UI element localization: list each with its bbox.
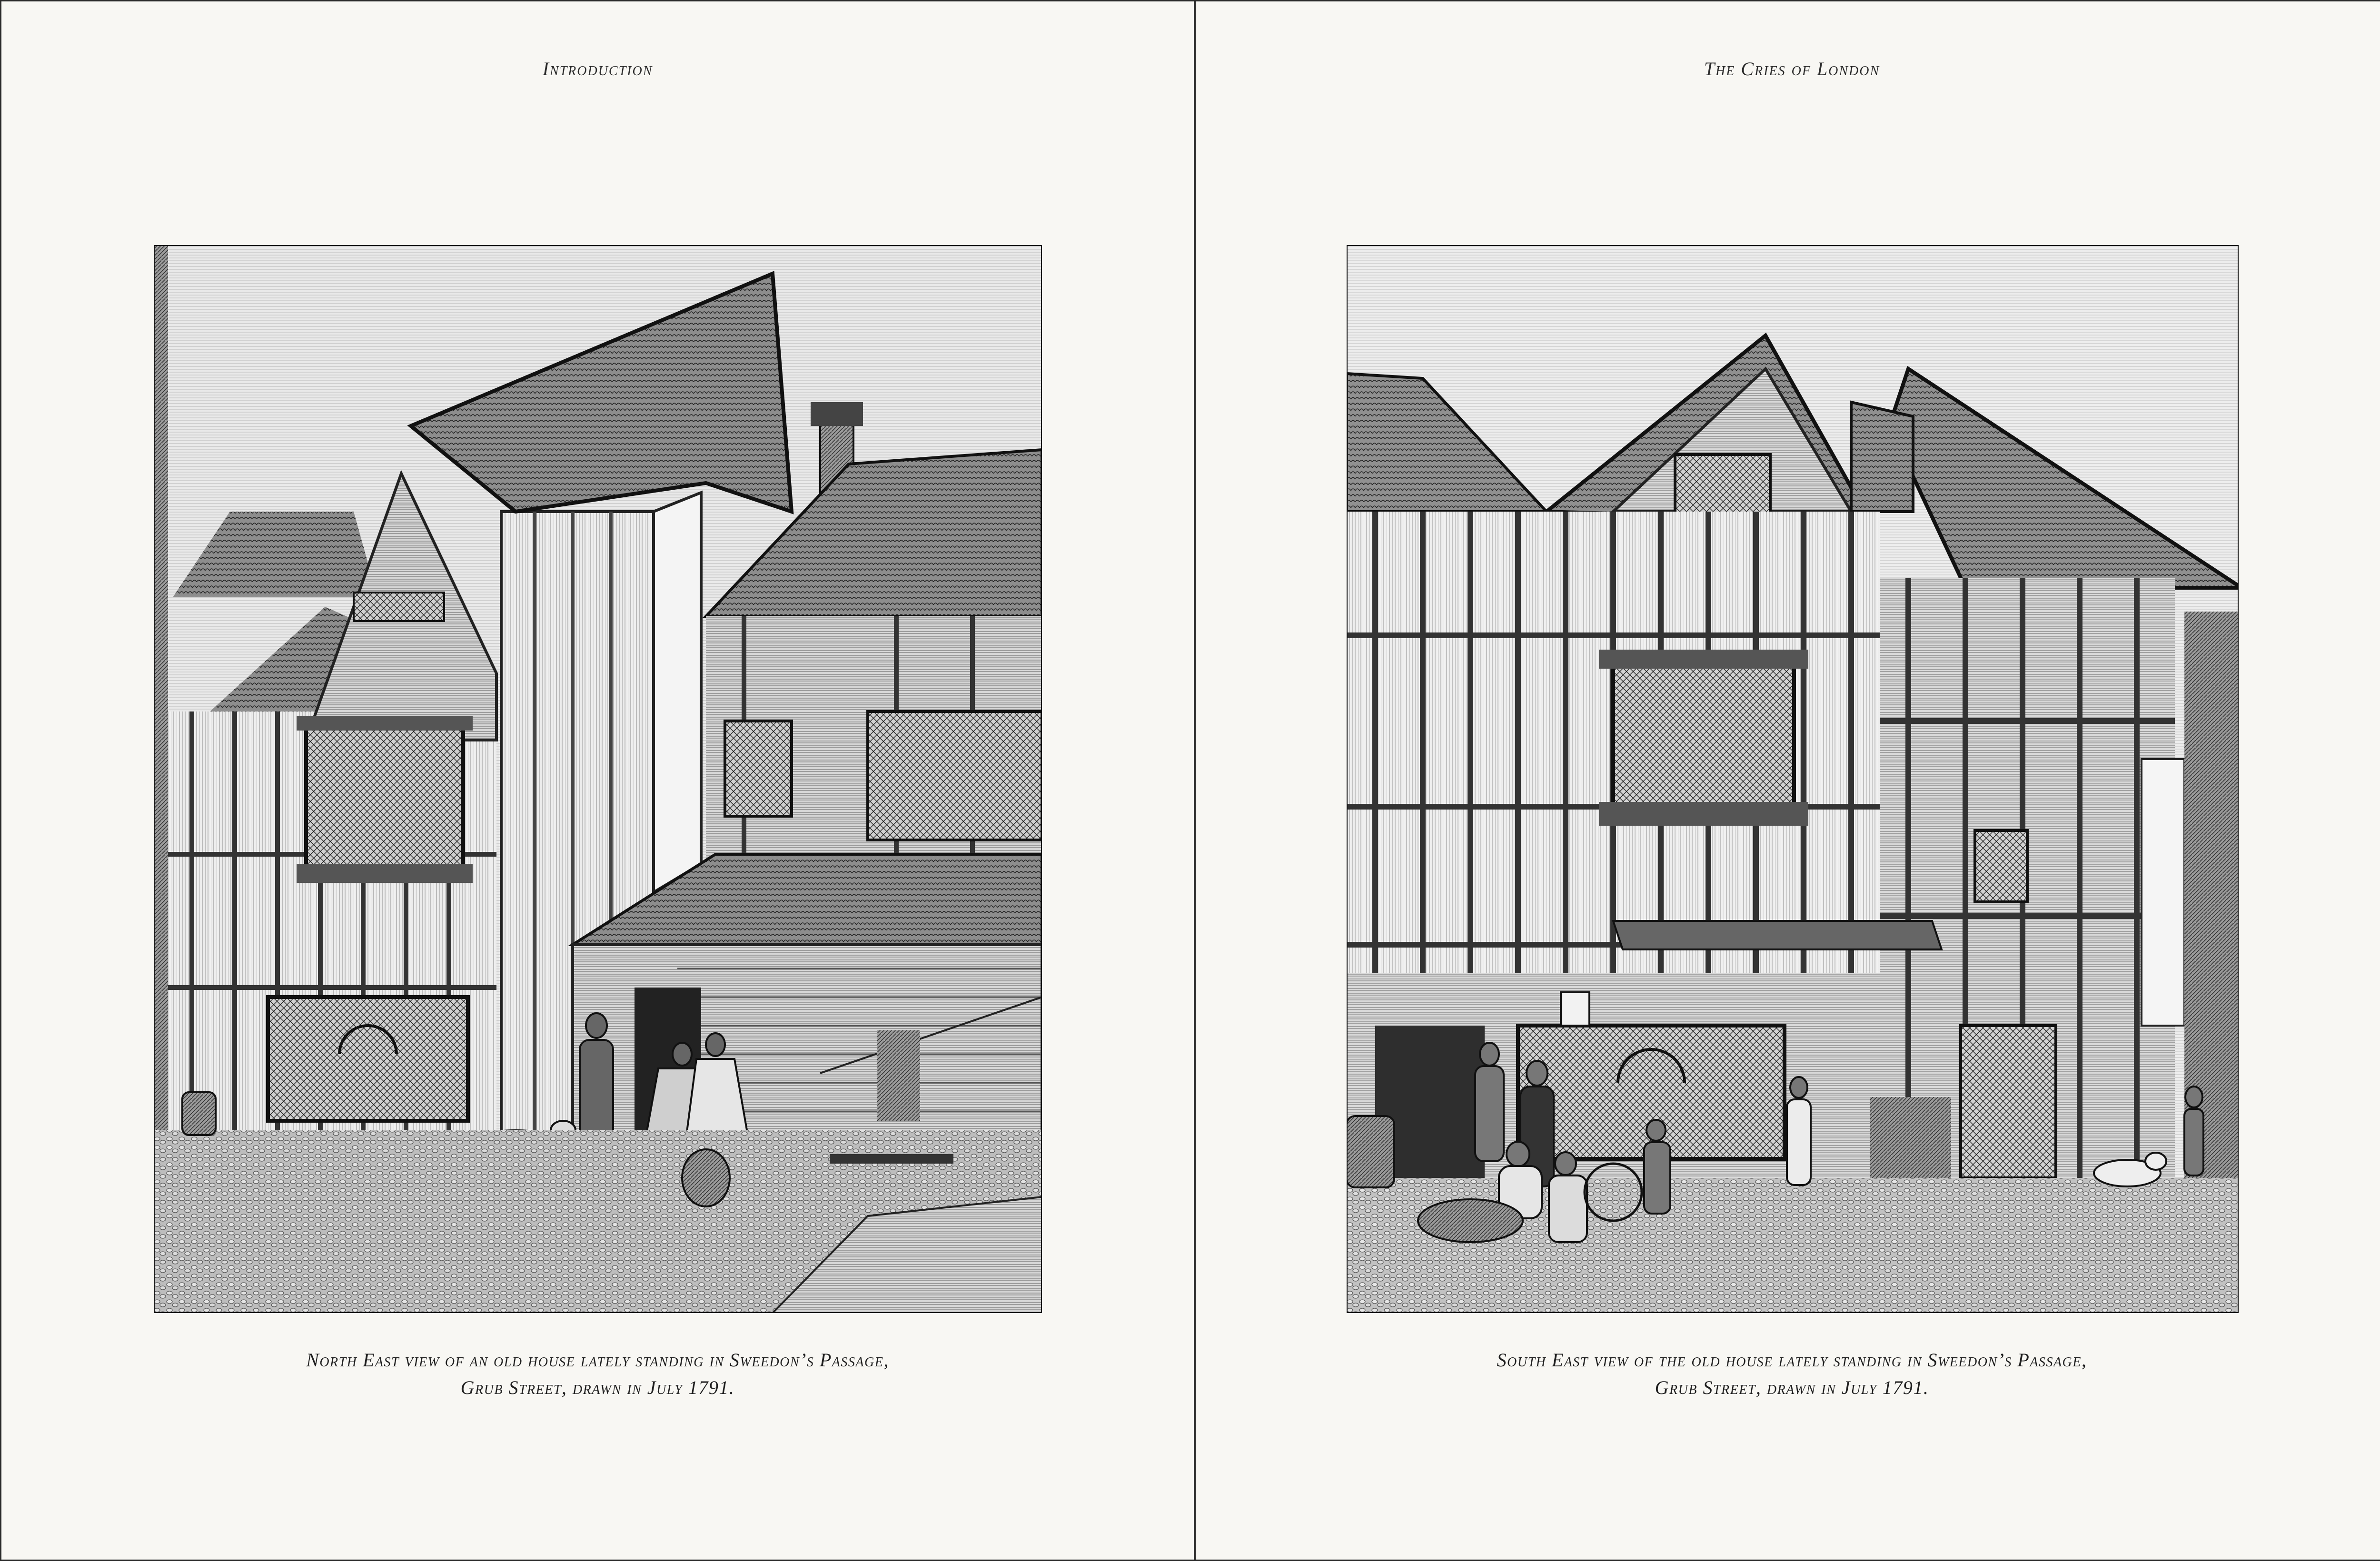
engraving-plate-north-east <box>154 245 1042 1313</box>
plate-caption <box>1 1346 1194 1402</box>
caption-line-2: Grub Street, drawn in July 1791. <box>460 1377 735 1398</box>
running-head: The Cries of London <box>1704 58 1880 79</box>
running-head: Introduction <box>542 58 653 79</box>
engraving-plate-south-east <box>1347 245 2239 1313</box>
caption-line-1: South East view of the old house lately standing in Sweedon’s Passage, <box>1497 1349 2087 1371</box>
caption-line-2: Grub Street, drawn in July 1791. <box>1655 1377 1929 1398</box>
left-page <box>1 1 1194 1560</box>
plate-caption <box>1196 1346 2380 1402</box>
caption-line-1: North East view of an old house lately standing in Sweedon’s Passage, <box>306 1349 889 1371</box>
right-page <box>1196 1 2380 1560</box>
